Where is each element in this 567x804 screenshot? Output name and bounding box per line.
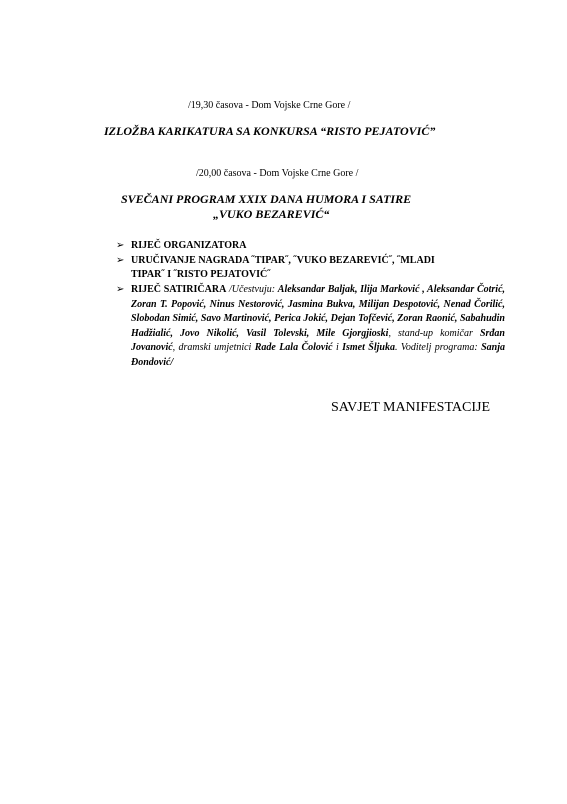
drama-name: Rade Lala Čolović — [254, 342, 333, 354]
host-text: . Voditelj programa: — [394, 342, 482, 354]
bullet-arrow-icon: ➢ — [116, 240, 125, 251]
program-item-awards-line2: TIPAR˝ I ˝RISTO PEJATOVIĆ˝ — [131, 269, 271, 280]
closing-slash: / — [170, 356, 174, 368]
standup-text: , stand-up komičar — [388, 327, 480, 339]
participants-list: Aleksandar Baljak, Ilija Marković , Aleksandar Čotrić, Zoran T. Popović, Ninus Nestorović, Jasmina Bukva, Milijan Despotović, Nenad Čorilić, Slobodan Simić, Savo Martinović, Perica Jokić, Dejan Tofčević, Zoran Raonić, Sabahudin Hadžialić, Jovo Nikolić, Vasil Tolevski, Mile Gjorgjioski — [131, 284, 506, 339]
standup-name: Srđan Jovanović — [131, 327, 505, 354]
satirists-intro: /Učestvuju: — [226, 284, 278, 295]
drama-text: , dramski umjetnici — [172, 342, 255, 354]
satirists-lead: RIJEČ SATIRIČARA — [131, 284, 227, 295]
program-item-awards-line1: URUČIVANJE NAGRADA ˝TIPAR˝, ˝VUKO BEZAREVIĆ˝, ˝MLADI — [131, 255, 435, 266]
program-item-organizer: RIJEČ ORGANIZATORA — [131, 240, 247, 251]
drama-name2: Ismet Šljuka — [342, 342, 395, 354]
event2-time: /20,00 časova - Dom Vojske Crne Gore / — [196, 168, 359, 179]
host-name: Sanja Đondović — [131, 342, 505, 368]
bullet-arrow-icon: ➢ — [116, 255, 125, 266]
signature: SAVJET MANIFESTACIJE — [331, 400, 490, 415]
event2-title-line2: „VUKO BEZAREVIĆ“ — [213, 207, 330, 221]
event1-title: IZLOŽBA KARIKATURA SA KONKURSA “RISTO PEJATOVIĆ” — [104, 124, 436, 138]
bullet-arrow-icon: ➢ — [116, 284, 125, 295]
program-item-satirists — [131, 283, 505, 371]
event2-title-line1: SVEČANI PROGRAM XXIX DANA HUMORA I SATIRE — [121, 192, 412, 206]
event1-time: /19,30 časova - Dom Vojske Crne Gore / — [188, 100, 351, 111]
and-text: i — [332, 342, 343, 354]
